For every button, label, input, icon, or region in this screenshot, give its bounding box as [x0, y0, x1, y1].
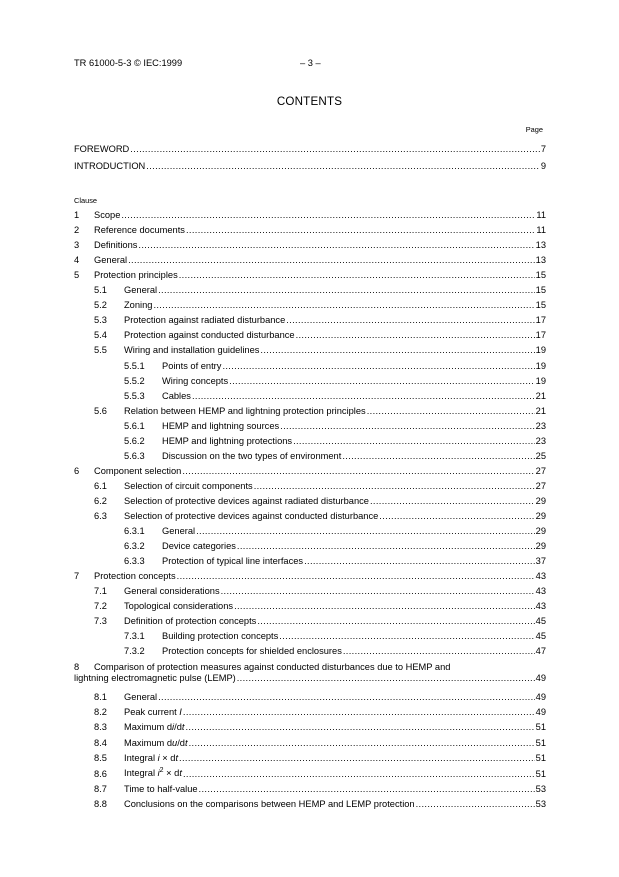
entry-title: INTRODUCTION: [74, 161, 146, 171]
entry-page: 51: [535, 753, 546, 764]
entry-page: 43: [535, 601, 546, 612]
toc-entry[interactable]: [74, 495, 546, 508]
toc-entry[interactable]: [74, 465, 546, 478]
dot-leader: [257, 616, 534, 627]
entry-page: 29: [535, 526, 546, 537]
entry-number: 7.3: [94, 616, 107, 627]
entry-title: Integral $i^2$ × dt: [124, 767, 182, 779]
toc-entry[interactable]: [74, 344, 546, 357]
entry-title-line-2: lightning electromagnetic pulse (LEMP): [74, 672, 236, 683]
entry-number: 8.2: [94, 706, 107, 717]
entry-page: 21: [535, 390, 546, 401]
entry-title: Selection of circuit components: [124, 480, 253, 491]
dot-leader: [130, 144, 540, 155]
dot-leader: [138, 240, 534, 251]
dot-leader: [279, 631, 534, 642]
toc-entry[interactable]: [74, 299, 546, 312]
toc-entry[interactable]: [74, 284, 546, 297]
entry-title: General: [124, 285, 158, 296]
dot-leader: [158, 692, 535, 703]
toc-entry[interactable]: [74, 706, 546, 719]
entry-title: Protection of typical line interfaces: [162, 556, 304, 567]
entry-title: Maximum du/dt: [124, 737, 188, 748]
entry-page: 37: [535, 556, 546, 567]
dot-leader: [121, 210, 535, 221]
toc-entry[interactable]: [74, 224, 546, 237]
entry-page: 11: [536, 210, 546, 220]
entry-page: 29: [535, 511, 546, 521]
entry-number: 7.3.1: [124, 631, 145, 642]
entry-number: 5.6.3: [124, 450, 145, 461]
entry-title: HEMP and lightning protections: [162, 435, 293, 446]
dot-leader: [370, 496, 535, 507]
entry-page: 19: [535, 375, 546, 386]
entry-page: 45: [535, 631, 546, 642]
dot-leader: [179, 270, 535, 281]
entry-number: 6: [74, 465, 80, 476]
entry-number: 5.5.3: [124, 390, 145, 401]
entry-number: 6.3.3: [124, 556, 145, 567]
entry-page: 11: [536, 225, 546, 236]
dot-leader: [146, 161, 540, 172]
toc-entry[interactable]: [74, 360, 546, 373]
dot-leader: [367, 406, 535, 417]
entry-number: 8.6: [94, 768, 107, 779]
entry-page: 51: [535, 737, 546, 748]
toc-entry[interactable]: [74, 510, 546, 523]
entry-title: Relation between HEMP and lightning protection principles: [124, 405, 366, 416]
dot-leader: [192, 391, 535, 402]
entry-title: Protection concepts for shielded enclosures: [162, 646, 342, 657]
entry-number: 7.2: [94, 601, 107, 612]
entry-title: Time to half-value: [124, 783, 198, 794]
toc-entry[interactable]: [74, 269, 546, 282]
entry-page: 49: [535, 706, 546, 717]
toc-entry[interactable]: [74, 450, 546, 463]
entry-number: 1: [74, 210, 80, 220]
entry-number: 8.8: [94, 799, 107, 810]
entry-page: 9: [540, 161, 546, 171]
entry-title: Protection against conducted disturbance: [124, 330, 295, 341]
entry-title: Conclusions on the comparisons between HEMP and LEMP protection: [124, 799, 415, 810]
entry-page: 23: [535, 435, 546, 446]
entry-page: 27: [535, 480, 546, 491]
dot-leader: [153, 300, 534, 311]
toc-entry[interactable]: [74, 405, 546, 418]
entry-title: Integral i × dt: [124, 753, 179, 764]
entry-title: Selection of protective devices against conducted disturbance: [124, 511, 379, 521]
dot-leader: [221, 586, 535, 597]
entry-number: 6.2: [94, 495, 107, 506]
entry-title: Protection concepts: [94, 571, 176, 582]
entry-number: 5.1: [94, 285, 107, 296]
dot-leader: [179, 753, 535, 764]
entry-number: 8.1: [94, 691, 107, 702]
contents-title: CONTENTS: [276, 95, 343, 108]
entry-number: 3: [74, 240, 80, 251]
dot-leader: [158, 285, 535, 296]
dot-leader: [183, 769, 535, 780]
dot-leader: [189, 738, 535, 749]
entry-page: 45: [535, 616, 546, 627]
entry-title: Protection principles: [94, 270, 178, 281]
entry-title: General: [124, 691, 158, 702]
toc-entry[interactable]: [74, 480, 546, 493]
entry-title: Wiring and installation guidelines: [124, 345, 260, 356]
dot-leader: [186, 225, 535, 236]
entry-title: Definitions: [94, 240, 138, 251]
entry-title: General considerations: [124, 586, 220, 597]
toc-entry[interactable]: [74, 555, 546, 568]
dot-leader: [182, 466, 534, 477]
dot-leader: [234, 601, 535, 612]
entry-page: 7: [540, 144, 546, 154]
entry-number: 8.3: [94, 722, 107, 733]
dot-leader: [177, 571, 535, 582]
entry-title: Definition of protection concepts: [124, 616, 257, 627]
entry-title: Reference documents: [94, 225, 185, 236]
toc-entry[interactable]: [74, 783, 546, 796]
entry-page: 49: [535, 691, 546, 702]
entry-page: 29: [535, 541, 546, 552]
entry-title-line-1: Comparison of protection measures against conducted disturbances due to HEMP and: [94, 661, 451, 672]
dot-leader: [128, 255, 535, 266]
entry-title: Scope: [94, 210, 121, 220]
dot-leader: [342, 451, 534, 462]
entry-title: Points of entry: [162, 360, 222, 371]
entry-title: Zoning: [124, 300, 153, 311]
toc-entry[interactable]: [74, 737, 546, 750]
dot-leader: [260, 345, 534, 356]
entry-number: 6.3.2: [124, 541, 145, 552]
entry-number: 5.5.2: [124, 375, 145, 386]
toc-entry[interactable]: [74, 615, 546, 628]
entry-page: 13: [535, 255, 546, 266]
dot-leader: [237, 541, 535, 552]
entry-number: 6.3.1: [124, 526, 145, 537]
toc-entry[interactable]: [74, 390, 546, 403]
toc-entry[interactable]: [74, 435, 546, 448]
toc-entry[interactable]: [74, 254, 546, 267]
entry-title: Selection of protective devices against radiated disturbance: [124, 495, 369, 506]
dot-leader: [343, 646, 535, 657]
dot-leader: [254, 481, 535, 492]
entry-page: 21: [535, 405, 546, 416]
dot-leader: [304, 556, 535, 567]
entry-page: 53: [535, 783, 546, 794]
entry-title: Peak current I: [124, 706, 182, 717]
entry-page: 29: [535, 495, 546, 506]
entry-title: Wiring concepts: [162, 375, 229, 386]
entry-number: 7.3.2: [124, 646, 145, 657]
document-reference: TR 61000-5-3 © IEC:1999: [74, 58, 183, 68]
toc-entry[interactable]: [74, 768, 546, 781]
dot-leader: [280, 421, 535, 432]
entry-title: Component selection: [94, 465, 182, 476]
entry-title: Maximum di/dt: [124, 722, 185, 733]
dot-leader: [416, 799, 535, 810]
entry-number: 7: [74, 571, 80, 582]
entry-number: 5.6: [94, 405, 107, 416]
entry-page: 17: [535, 330, 546, 341]
entry-title: Cables: [162, 390, 191, 401]
toc-entry[interactable]: [74, 375, 546, 388]
dot-leader: [379, 511, 534, 522]
dot-leader: [293, 436, 535, 447]
dot-leader: [229, 376, 535, 387]
entry-title: Building protection concepts: [162, 631, 279, 642]
entry-number: 5.2: [94, 300, 107, 311]
dot-leader: [199, 784, 535, 795]
entry-title: HEMP and lightning sources: [162, 420, 280, 431]
entry-page: 15: [535, 270, 546, 281]
dot-leader: [183, 707, 535, 718]
entry-number: 8.7: [94, 783, 107, 794]
clause-column-label: Clause: [74, 196, 98, 205]
entry-page: 27: [535, 465, 546, 476]
toc-entry[interactable]: [74, 314, 546, 327]
entry-number: 6.3: [94, 511, 107, 521]
entry-title: Protection against radiated disturbance: [124, 315, 286, 326]
entry-page: 49: [535, 672, 546, 683]
toc-entry[interactable]: [74, 721, 546, 734]
entry-number: 5.6.2: [124, 435, 145, 446]
toc-entry[interactable]: [74, 798, 546, 811]
entry-number: 6.1: [94, 480, 107, 491]
entry-page: 13: [535, 240, 546, 251]
entry-page: 15: [535, 300, 546, 311]
entry-title: FOREWORD: [74, 144, 130, 154]
toc-foreword[interactable]: [74, 143, 546, 156]
entry-number: 4: [74, 255, 80, 266]
entry-title: Topological considerations: [124, 601, 234, 612]
toc-entry-clause-8[interactable]: [74, 661, 546, 685]
entry-number: 5: [74, 270, 80, 281]
page-number: – 3 –: [300, 58, 321, 68]
entry-page: 51: [535, 722, 546, 733]
entry-number: 8: [74, 661, 80, 672]
dot-leader: [286, 315, 534, 326]
entry-title: General: [94, 255, 128, 266]
entry-number: 7.1: [94, 586, 107, 597]
toc-entry[interactable]: [74, 645, 546, 658]
toc-entry[interactable]: [74, 585, 546, 598]
entry-page: 51: [535, 768, 546, 779]
entry-title: Discussion on the two types of environment: [162, 450, 342, 461]
entry-page: 17: [535, 315, 546, 326]
toc-entry[interactable]: [74, 540, 546, 553]
entry-page: 43: [535, 586, 546, 597]
toc-entry[interactable]: [74, 525, 546, 538]
entry-page: 53: [535, 799, 546, 810]
entry-number: 5.4: [94, 330, 107, 341]
entry-page: 25: [535, 450, 546, 461]
toc-entry[interactable]: [74, 600, 546, 613]
dot-leader: [296, 330, 535, 341]
entry-number: 5.5: [94, 345, 107, 356]
toc-entry[interactable]: [74, 239, 546, 252]
entry-page: 23: [535, 420, 546, 431]
entry-number: 2: [74, 225, 80, 236]
entry-number: 5.3: [94, 315, 107, 326]
entry-title: Device categories: [162, 541, 236, 552]
toc-entry[interactable]: [74, 570, 546, 583]
toc-entry[interactable]: [74, 209, 546, 222]
entry-title: General: [162, 526, 196, 537]
entry-page: 19: [535, 345, 546, 356]
entry-number: 5.6.1: [124, 420, 145, 431]
entry-page: 15: [535, 285, 546, 296]
page-header: [74, 58, 543, 70]
dot-leader: [185, 722, 534, 733]
toc-introduction[interactable]: [74, 160, 546, 173]
entry-number: 8.5: [94, 753, 107, 764]
entry-page: 19: [535, 360, 546, 371]
entry-page: 47: [535, 646, 546, 657]
dot-leader: [196, 526, 535, 537]
entry-page: 43: [535, 571, 546, 582]
toc-entry[interactable]: [74, 329, 546, 342]
entry-number: 5.5.1: [124, 360, 145, 371]
toc-entry[interactable]: [74, 420, 546, 433]
toc-entry[interactable]: [74, 752, 546, 765]
toc-entry[interactable]: [74, 691, 546, 704]
toc-entry[interactable]: [74, 630, 546, 643]
dot-leader: [237, 673, 535, 684]
entry-number: 8.4: [94, 737, 107, 748]
dot-leader: [222, 361, 534, 372]
page-column-label: Page: [525, 125, 543, 134]
